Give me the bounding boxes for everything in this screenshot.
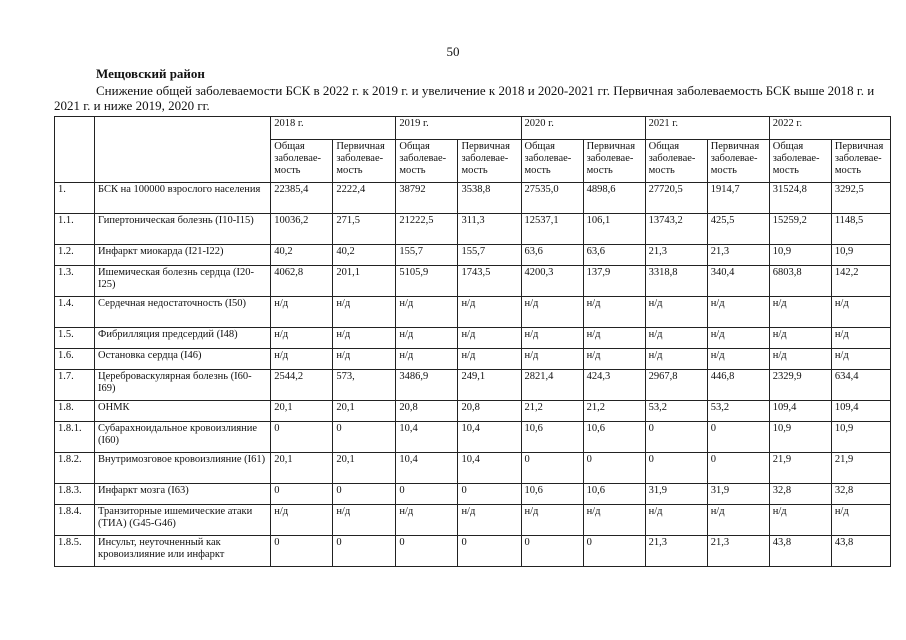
year-header: 2021 г.: [645, 117, 769, 140]
value-primary: 1914,7: [707, 183, 769, 214]
subheader-primary: Первичная заболевае-мость: [458, 140, 521, 183]
value-primary: 3292,5: [831, 183, 890, 214]
value-general: 43,8: [769, 536, 831, 567]
value-general: 21222,5: [396, 214, 458, 245]
value-general: н/д: [769, 349, 831, 370]
value-primary: н/д: [333, 297, 396, 328]
value-primary: н/д: [458, 349, 521, 370]
value-general: 10,6: [521, 422, 583, 453]
table-row: [55, 297, 891, 328]
value-general: 0: [396, 484, 458, 505]
row-number: 1.4.: [55, 297, 95, 328]
value-general: 0: [271, 422, 333, 453]
value-general: 0: [521, 453, 583, 484]
value-primary: н/д: [458, 505, 521, 536]
value-primary: 0: [458, 536, 521, 567]
subheader-general: Общая заболевае-мость: [769, 140, 831, 183]
value-primary: н/д: [583, 328, 645, 349]
value-general: 10,9: [769, 245, 831, 266]
row-number: 1.7.: [55, 370, 95, 401]
subheader-general: Общая заболевае-мость: [271, 140, 333, 183]
value-general: 0: [645, 453, 707, 484]
row-indicator-name: Остановка сердца (I46): [95, 349, 271, 370]
value-general: н/д: [271, 505, 333, 536]
value-primary: 424,3: [583, 370, 645, 401]
value-primary: 43,8: [831, 536, 890, 567]
value-general: 3318,8: [645, 266, 707, 297]
value-primary: 21,3: [707, 536, 769, 567]
value-primary: н/д: [583, 297, 645, 328]
row-number: 1.8.1.: [55, 422, 95, 453]
value-general: 21,3: [645, 245, 707, 266]
value-primary: н/д: [583, 349, 645, 370]
row-number: 1.8.: [55, 401, 95, 422]
value-general: н/д: [396, 349, 458, 370]
value-primary: 10,4: [458, 422, 521, 453]
value-general: н/д: [396, 297, 458, 328]
value-general: 27720,5: [645, 183, 707, 214]
value-primary: 634,4: [831, 370, 890, 401]
value-general: 13743,2: [645, 214, 707, 245]
value-general: 27535,0: [521, 183, 583, 214]
value-general: 10,9: [769, 422, 831, 453]
row-number: 1.6.: [55, 349, 95, 370]
value-primary: 21,9: [831, 453, 890, 484]
row-number: 1.5.: [55, 328, 95, 349]
value-primary: 10,9: [831, 422, 890, 453]
value-primary: н/д: [333, 349, 396, 370]
value-general: 4200,3: [521, 266, 583, 297]
value-primary: н/д: [831, 328, 890, 349]
value-primary: 340,4: [707, 266, 769, 297]
value-primary: 271,5: [333, 214, 396, 245]
value-general: 31524,8: [769, 183, 831, 214]
value-general: 38792: [396, 183, 458, 214]
value-primary: 0: [583, 536, 645, 567]
value-general: н/д: [769, 297, 831, 328]
value-general: 20,8: [396, 401, 458, 422]
value-general: 21,3: [645, 536, 707, 567]
value-primary: 53,2: [707, 401, 769, 422]
value-general: н/д: [271, 349, 333, 370]
table-row: [55, 245, 891, 266]
page-number: 50: [446, 44, 460, 59]
table-row: [55, 505, 891, 536]
value-primary: 21,3: [707, 245, 769, 266]
row-number: 1.8.4.: [55, 505, 95, 536]
subheader-primary: Первичная заболевае-мость: [831, 140, 890, 183]
value-primary: 20,1: [333, 401, 396, 422]
value-primary: 0: [333, 536, 396, 567]
value-primary: н/д: [831, 297, 890, 328]
value-primary: н/д: [458, 297, 521, 328]
value-primary: н/д: [707, 328, 769, 349]
table-row: [55, 453, 891, 484]
value-general: 10,4: [396, 422, 458, 453]
value-general: н/д: [645, 297, 707, 328]
row-number: 1.1.: [55, 214, 95, 245]
value-primary: 201,1: [333, 266, 396, 297]
value-general: н/д: [521, 328, 583, 349]
year-header-row: [55, 117, 891, 140]
value-general: 0: [396, 536, 458, 567]
row-number: 1.2.: [55, 245, 95, 266]
value-primary: 40,2: [333, 245, 396, 266]
value-general: н/д: [645, 349, 707, 370]
row-indicator-name: Цереброваскулярная болезнь (I60-I69): [95, 370, 271, 401]
value-general: 2967,8: [645, 370, 707, 401]
row-indicator-name: Субарахноидальное кровоизлияние (I60): [95, 422, 271, 453]
value-primary: н/д: [707, 349, 769, 370]
value-primary: н/д: [707, 297, 769, 328]
row-indicator-name: Инсульт, неуточненный как кровоизлияние или инфаркт: [95, 536, 271, 567]
value-primary: 446,8: [707, 370, 769, 401]
value-primary: 0: [333, 422, 396, 453]
value-primary: 2222,4: [333, 183, 396, 214]
value-general: н/д: [271, 328, 333, 349]
value-primary: 21,2: [583, 401, 645, 422]
subheader-general: Общая заболевае-мость: [645, 140, 707, 183]
value-primary: 142,2: [831, 266, 890, 297]
row-indicator-name: Гипертоническая болезнь (I10-I15): [95, 214, 271, 245]
table-row: [55, 349, 891, 370]
value-general: 2544,2: [271, 370, 333, 401]
value-general: 0: [271, 536, 333, 567]
value-primary: 0: [458, 484, 521, 505]
value-primary: 137,9: [583, 266, 645, 297]
value-primary: н/д: [333, 328, 396, 349]
description-paragraph: Снижение общей заболеваемости БСК в 2022 г. к 2019 г. и увеличение к 2018 и 2020-2021 гг. Первичная заболеваемость БСК выше 2018 г. и 2021 г. и ниже 2019, 2020 гг.: [54, 83, 875, 113]
row-indicator-name: Транзиторные ишемические атаки (ТИА) (G45-G46): [95, 505, 271, 536]
value-general: 0: [521, 536, 583, 567]
table-row: [55, 266, 891, 297]
value-general: 21,9: [769, 453, 831, 484]
row-indicator-name: Инфаркт миокарда (I21-I22): [95, 245, 271, 266]
subheader-general: Общая заболевае-мость: [521, 140, 583, 183]
value-primary: 10,4: [458, 453, 521, 484]
value-primary: н/д: [458, 328, 521, 349]
row-indicator-name: Ишемическая болезнь сердца (I20-I25): [95, 266, 271, 297]
subheader-general: Общая заболевае-мость: [396, 140, 458, 183]
row-indicator-name: Внутримозговое кровоизлияние (I61): [95, 453, 271, 484]
value-primary: 573,: [333, 370, 396, 401]
row-indicator-name: Сердечная недостаточность (I50): [95, 297, 271, 328]
value-primary: 20,8: [458, 401, 521, 422]
row-number: 1.8.5.: [55, 536, 95, 567]
value-primary: 1148,5: [831, 214, 890, 245]
year-header: 2018 г.: [271, 117, 396, 140]
value-general: 0: [271, 484, 333, 505]
row-number: 1.8.3.: [55, 484, 95, 505]
value-primary: н/д: [831, 505, 890, 536]
value-general: 20,1: [271, 453, 333, 484]
value-primary: 63,6: [583, 245, 645, 266]
value-primary: 0: [707, 453, 769, 484]
value-primary: 10,9: [831, 245, 890, 266]
value-general: 10,6: [521, 484, 583, 505]
value-general: 155,7: [396, 245, 458, 266]
value-general: н/д: [396, 505, 458, 536]
row-indicator-name: ОНМК: [95, 401, 271, 422]
value-general: 2821,4: [521, 370, 583, 401]
value-general: н/д: [645, 505, 707, 536]
value-primary: н/д: [333, 505, 396, 536]
value-general: 32,8: [769, 484, 831, 505]
table-row: [55, 328, 891, 349]
year-header: 2022 г.: [769, 117, 890, 140]
year-header: 2020 г.: [521, 117, 645, 140]
table-row: [55, 401, 891, 422]
header-num-cell: [55, 117, 95, 183]
table-row: [55, 183, 891, 214]
value-general: 53,2: [645, 401, 707, 422]
value-general: 0: [645, 422, 707, 453]
value-general: 3486,9: [396, 370, 458, 401]
value-general: 22385,4: [271, 183, 333, 214]
value-general: 5105,9: [396, 266, 458, 297]
value-general: 15259,2: [769, 214, 831, 245]
table-row: [55, 536, 891, 567]
value-primary: 0: [333, 484, 396, 505]
value-general: 4062,8: [271, 266, 333, 297]
value-primary: 1743,5: [458, 266, 521, 297]
row-indicator-name: Фибрилляция предсердий (I48): [95, 328, 271, 349]
row-number: 1.: [55, 183, 95, 214]
subheader-primary: Первичная заболевае-мость: [583, 140, 645, 183]
value-primary: 20,1: [333, 453, 396, 484]
value-primary: 31,9: [707, 484, 769, 505]
table-row: [55, 214, 891, 245]
value-general: н/д: [769, 328, 831, 349]
row-indicator-name: БСК на 100000 взрослого населения: [95, 183, 271, 214]
table-row: [55, 370, 891, 401]
value-general: 40,2: [271, 245, 333, 266]
table-row: [55, 484, 891, 505]
value-primary: 109,4: [831, 401, 890, 422]
value-primary: н/д: [707, 505, 769, 536]
value-general: 12537,1: [521, 214, 583, 245]
district-heading: Мещовский район: [96, 66, 205, 81]
value-primary: 311,3: [458, 214, 521, 245]
header-name-cell: [95, 117, 271, 183]
value-general: 21,2: [521, 401, 583, 422]
row-indicator-name: Инфаркт мозга (I63): [95, 484, 271, 505]
row-number: 1.8.2.: [55, 453, 95, 484]
value-primary: 10,6: [583, 484, 645, 505]
value-primary: 249,1: [458, 370, 521, 401]
row-number: 1.3.: [55, 266, 95, 297]
value-general: н/д: [769, 505, 831, 536]
year-header: 2019 г.: [396, 117, 521, 140]
value-general: 10036,2: [271, 214, 333, 245]
value-general: н/д: [521, 297, 583, 328]
value-general: н/д: [396, 328, 458, 349]
value-primary: 3538,8: [458, 183, 521, 214]
value-general: н/д: [521, 349, 583, 370]
value-general: 2329,9: [769, 370, 831, 401]
subheader-primary: Первичная заболевае-мость: [333, 140, 396, 183]
value-general: 109,4: [769, 401, 831, 422]
value-general: 10,4: [396, 453, 458, 484]
value-primary: 0: [583, 453, 645, 484]
subheader-primary: Первичная заболевае-мость: [707, 140, 769, 183]
value-primary: 155,7: [458, 245, 521, 266]
morbidity-table: [54, 116, 891, 567]
value-general: 20,1: [271, 401, 333, 422]
value-general: н/д: [521, 505, 583, 536]
value-primary: 32,8: [831, 484, 890, 505]
table-row: [55, 422, 891, 453]
value-primary: 0: [707, 422, 769, 453]
value-general: 63,6: [521, 245, 583, 266]
value-primary: 425,5: [707, 214, 769, 245]
value-primary: н/д: [583, 505, 645, 536]
value-general: н/д: [271, 297, 333, 328]
value-primary: 106,1: [583, 214, 645, 245]
value-primary: н/д: [831, 349, 890, 370]
value-general: н/д: [645, 328, 707, 349]
value-general: 31,9: [645, 484, 707, 505]
value-general: 6803,8: [769, 266, 831, 297]
value-primary: 4898,6: [583, 183, 645, 214]
value-primary: 10,6: [583, 422, 645, 453]
